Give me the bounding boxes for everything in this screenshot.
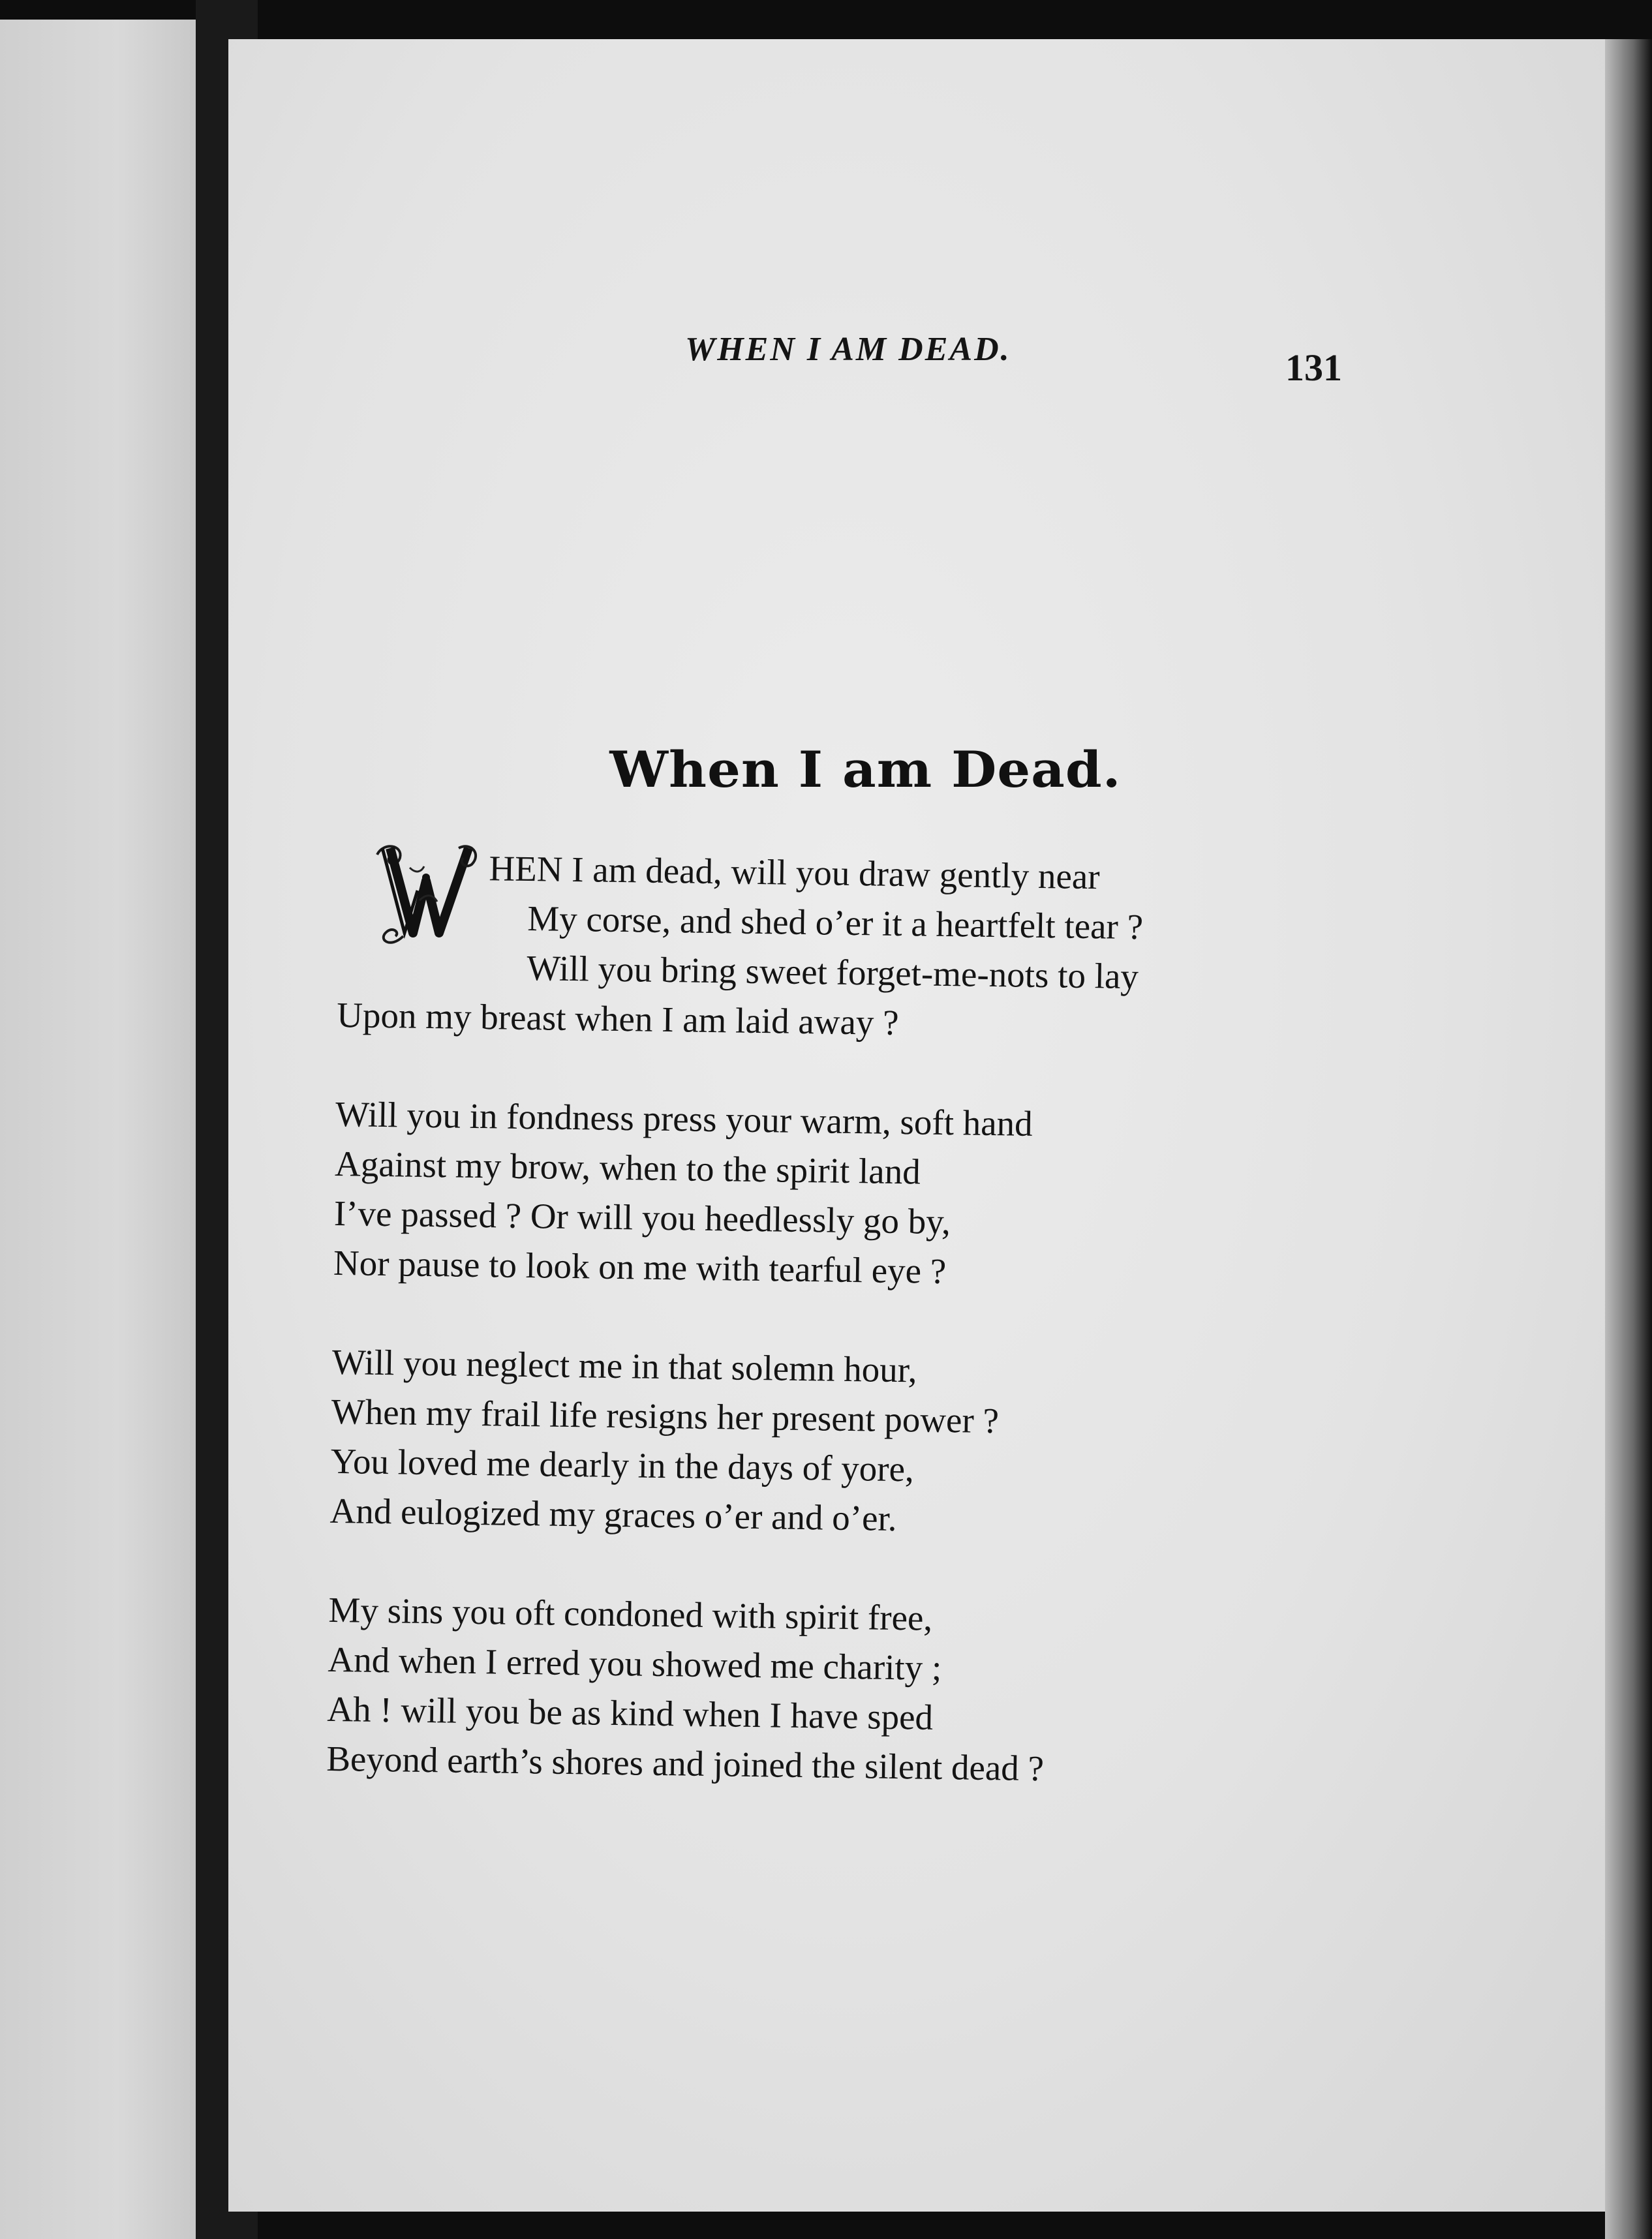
poem-line: Ah ! will you be as kind when I have sped [327,1688,934,1737]
poem-line: You loved me dearly in the days of yore, [330,1440,915,1489]
poem-title-text: When I am Dead. [609,740,1122,799]
poem-body [326,842,1318,1847]
stanza-3 [329,1337,1311,1549]
poem-line: Will you neglect me in that solemn hour, [331,1341,918,1390]
poem-line: And when I erred you showed me charity ; [328,1639,942,1688]
facing-page-edge [0,20,200,2239]
poem-line: Will you bring sweet forget-me-nots to lay [526,948,1139,997]
poem-line: My sins you oft condoned with spirit free, [328,1589,933,1638]
poem-line: Nor pause to look on me with tearful eye ? [333,1242,947,1292]
page-number: 131 [1285,346,1342,389]
poem-line: HEN I am dead, will you draw gently near [489,848,1101,897]
poem-line: When my frail life resigns her present power ? [331,1391,1000,1441]
poem-line: I’ve passed ? Or will you heedlessly go by, [333,1193,951,1242]
poem-line: Against my brow, when to the spirit land [334,1143,921,1192]
running-head: WHEN I AM DEAD. [685,331,1011,368]
page-edge-shadow [1605,39,1652,2239]
stanza-4 [326,1585,1308,1797]
poem-line: My corse, and shed o’er it a heartfelt tear ? [527,898,1144,947]
poem-line: Upon my breast when I am laid away ? [336,994,900,1043]
poem-line: Beyond earth’s shores and joined the silent dead ? [326,1738,1045,1789]
stanza-1 [337,842,1318,1054]
poem-title [0,740,1652,799]
poem-line: Will you in fondness press your warm, soft hand [335,1093,1033,1144]
poem-line: And eulogized my graces o’er and o’er. [329,1490,897,1539]
stanza-2 [333,1089,1314,1302]
